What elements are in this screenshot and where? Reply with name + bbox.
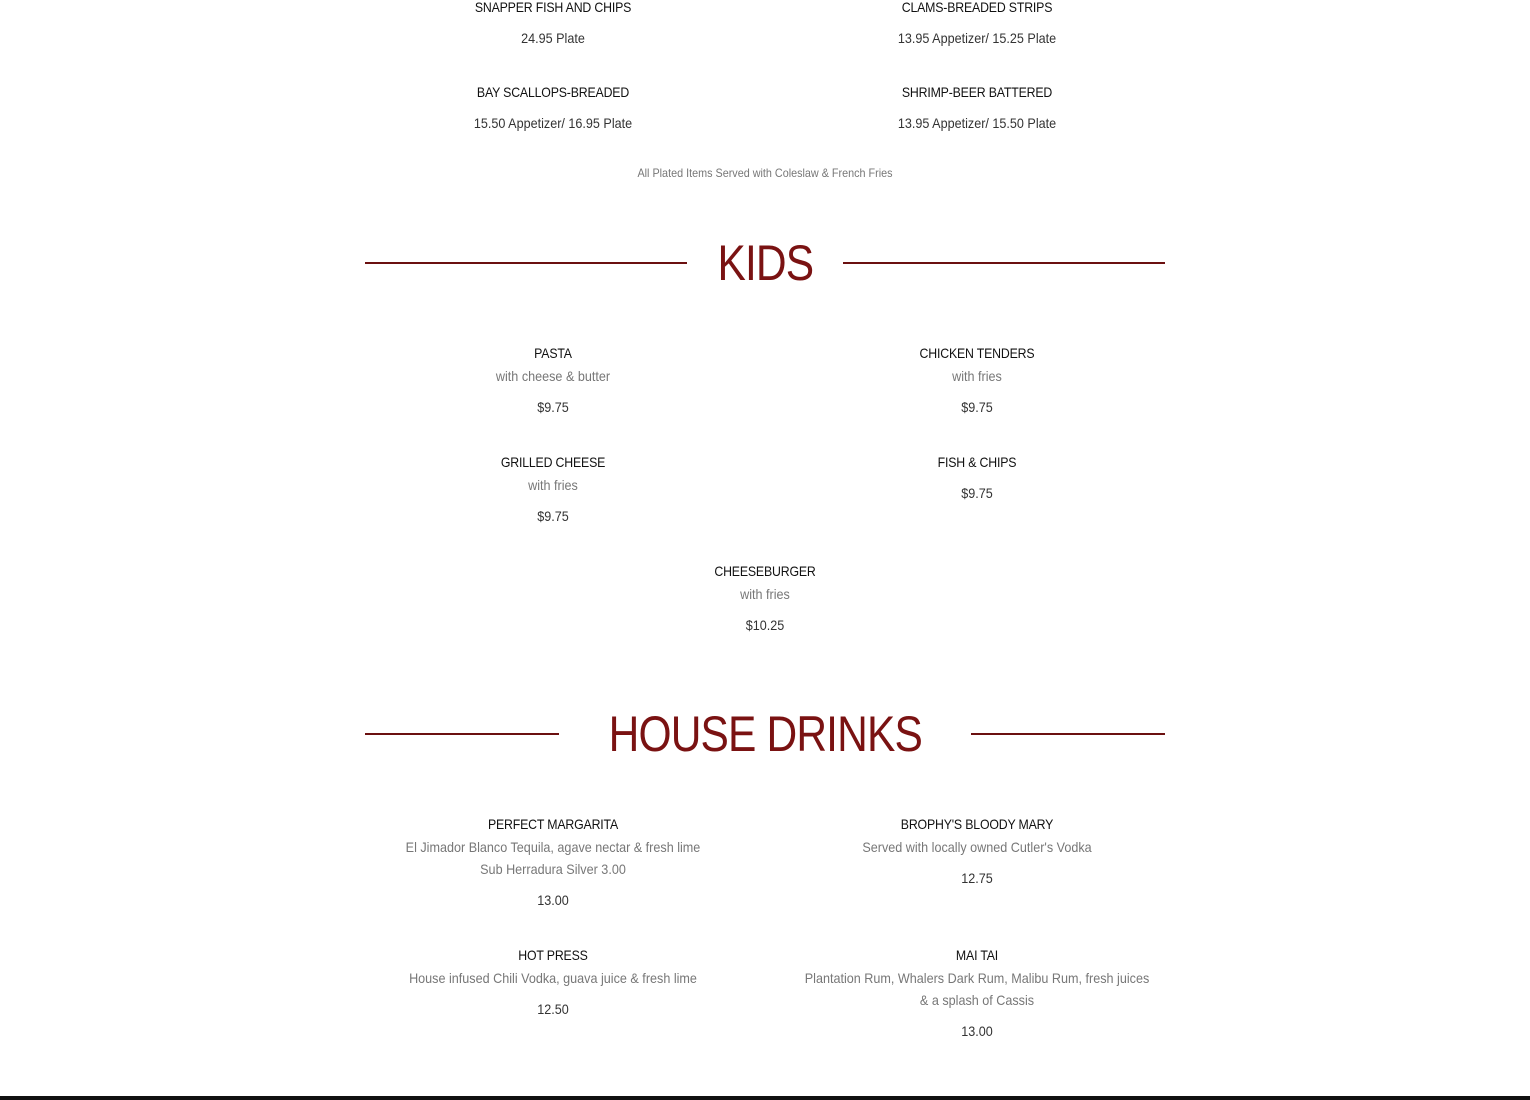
item-name: CHEESEBURGER bbox=[714, 563, 816, 579]
item-name: GRILLED CHEESE bbox=[500, 454, 606, 470]
item-price: 13.00 bbox=[961, 1023, 993, 1039]
item-description: House infused Chili Vodka, guava juice & fresh lime bbox=[409, 970, 697, 986]
menu-item-chicken-tenders bbox=[767, 344, 1187, 416]
section-header-house-drinks bbox=[365, 704, 1165, 764]
menu-item-bloody-mary bbox=[767, 815, 1187, 887]
item-name: BAY SCALLOPS-BREADED bbox=[476, 84, 630, 100]
item-name: MAI TAI bbox=[955, 947, 999, 963]
item-price: $9.75 bbox=[537, 508, 569, 524]
item-price: 12.75 bbox=[961, 870, 993, 886]
item-name: CLAMS-BREADED STRIPS bbox=[901, 0, 1053, 15]
item-description: Plantation Rum, Whalers Dark Rum, Malibu Rum, fresh juices bbox=[804, 970, 1150, 986]
menu-item-hot-press bbox=[343, 946, 763, 1018]
item-name: CHICKEN TENDERS bbox=[919, 345, 1035, 361]
item-name: SNAPPER FISH AND CHIPS bbox=[474, 0, 632, 15]
item-description-sub: & a splash of Cassis bbox=[919, 992, 1035, 1008]
menu-item-perfect-margarita bbox=[343, 815, 763, 909]
item-description: with fries bbox=[528, 477, 578, 493]
divider-right bbox=[843, 262, 1165, 264]
item-price: $9.75 bbox=[537, 399, 569, 415]
item-description-sub: Sub Herradura Silver 3.00 bbox=[480, 861, 626, 877]
menu-item-grilled-cheese bbox=[343, 453, 763, 525]
item-name: SHRIMP-BEER BATTERED bbox=[901, 84, 1053, 100]
item-name: PASTA bbox=[534, 345, 572, 361]
footer-bar bbox=[0, 1096, 1530, 1100]
section-title-kids: KIDS bbox=[717, 235, 813, 291]
item-price: 13.00 bbox=[537, 892, 569, 908]
item-price: 12.50 bbox=[537, 1001, 569, 1017]
menu-item-cheeseburger bbox=[555, 562, 975, 634]
item-price: $9.75 bbox=[961, 399, 993, 415]
divider-right bbox=[971, 733, 1165, 735]
item-description: with cheese & butter bbox=[495, 368, 611, 384]
item-description: with fries bbox=[952, 368, 1002, 384]
item-description: El Jimador Blanco Tequila, agave nectar & fresh lime bbox=[405, 839, 701, 855]
divider-left bbox=[365, 733, 559, 735]
item-name: BROPHY'S BLOODY MARY bbox=[900, 816, 1054, 832]
section-title-house-drinks: HOUSE DRINKS bbox=[608, 706, 922, 762]
item-name: HOT PRESS bbox=[518, 947, 588, 963]
divider-left bbox=[365, 262, 687, 264]
menu-item-mai-tai bbox=[767, 946, 1187, 1040]
item-price: 13.95 Appetizer/ 15.50 Plate bbox=[897, 115, 1057, 131]
menu-item-pasta bbox=[343, 344, 763, 416]
item-description: Served with locally owned Cutler's Vodka bbox=[862, 839, 1092, 855]
item-name: PERFECT MARGARITA bbox=[487, 816, 619, 832]
item-price: $9.75 bbox=[961, 485, 993, 501]
item-price: 15.50 Appetizer/ 16.95 Plate bbox=[473, 115, 633, 131]
item-price: $10.25 bbox=[745, 617, 785, 633]
item-description: with fries bbox=[740, 586, 790, 602]
menu-item-fish-chips bbox=[767, 453, 1187, 502]
item-name: FISH & CHIPS bbox=[937, 454, 1017, 470]
section-header-kids bbox=[365, 233, 1165, 293]
item-price: 13.95 Appetizer/ 15.25 Plate bbox=[897, 30, 1057, 46]
item-price: 24.95 Plate bbox=[521, 30, 585, 46]
plated-items-note: All Plated Items Served with Coleslaw & French Fries bbox=[637, 166, 893, 180]
